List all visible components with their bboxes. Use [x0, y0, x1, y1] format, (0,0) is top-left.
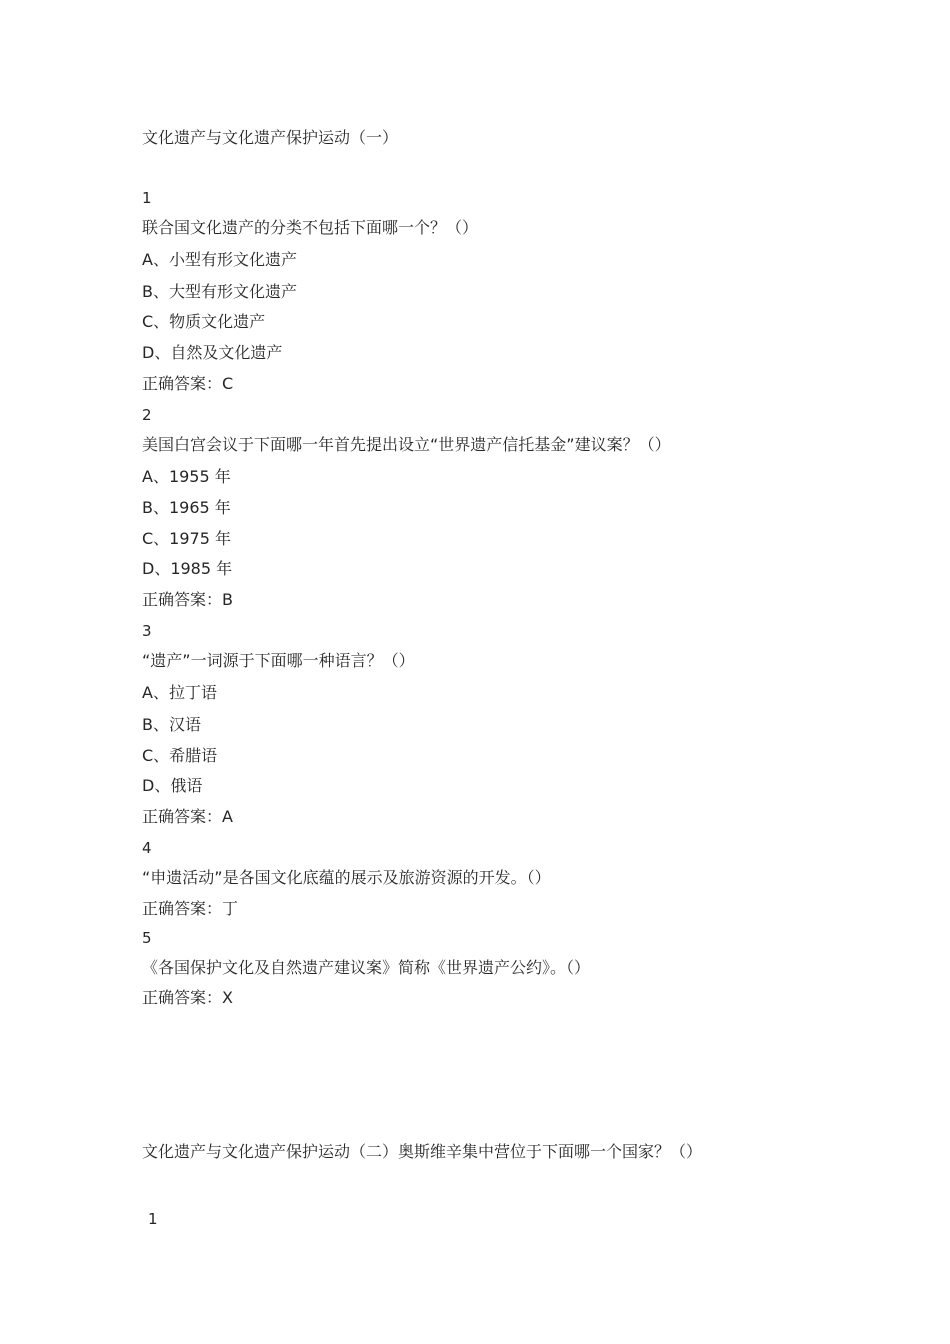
section-title: 文化遗产与文化遗产保护运动（一） — [142, 128, 399, 147]
correct-answer: 正确答案：丁 — [142, 899, 239, 918]
question-number: 5 — [142, 929, 152, 947]
correct-answer: 正确答案：A — [142, 807, 233, 826]
option-c: C、1975 年 — [142, 529, 231, 548]
option-d: D、1985 年 — [142, 559, 233, 578]
question-number: 3 — [142, 622, 152, 640]
option-d: D、俄语 — [142, 776, 203, 795]
question-text: 美国白宫会议于下面哪一年首先提出设立“世界遗产信托基金”建议案？（） — [142, 435, 671, 454]
question-text: 《各国保护文化及自然遗产建议案》简称《世界遗产公约》。（） — [142, 958, 591, 977]
option-b: B、大型有形文化遗产 — [142, 282, 297, 301]
question-number: 1 — [142, 189, 152, 207]
question-text: 联合国文化遗产的分类不包括下面哪一个？（） — [142, 218, 479, 237]
section-title: 文化遗产与文化遗产保护运动（二）奥斯维辛集中营位于下面哪一个国家？（） — [142, 1142, 703, 1161]
option-b: B、1965 年 — [142, 498, 231, 517]
option-a: A、拉丁语 — [142, 683, 217, 702]
question-number: 2 — [142, 406, 152, 424]
correct-answer: 正确答案：B — [142, 590, 233, 609]
option-c: C、希腊语 — [142, 746, 218, 765]
question-number: 4 — [142, 839, 152, 857]
question-text: “遗产”一词源于下面哪一种语言？（） — [142, 651, 415, 670]
question-text: “申遗活动”是各国文化底蕴的展示及旅游资源的开发。（） — [142, 868, 551, 887]
correct-answer: 正确答案：X — [142, 988, 233, 1007]
question-number: 1 — [148, 1210, 158, 1228]
option-b: B、汉语 — [142, 715, 201, 734]
option-a: A、1955 年 — [142, 467, 231, 486]
correct-answer: 正确答案：C — [142, 374, 234, 393]
option-a: A、小型有形文化遗产 — [142, 250, 297, 269]
option-d: D、自然及文化遗产 — [142, 343, 283, 362]
option-c: C、物质文化遗产 — [142, 312, 266, 331]
